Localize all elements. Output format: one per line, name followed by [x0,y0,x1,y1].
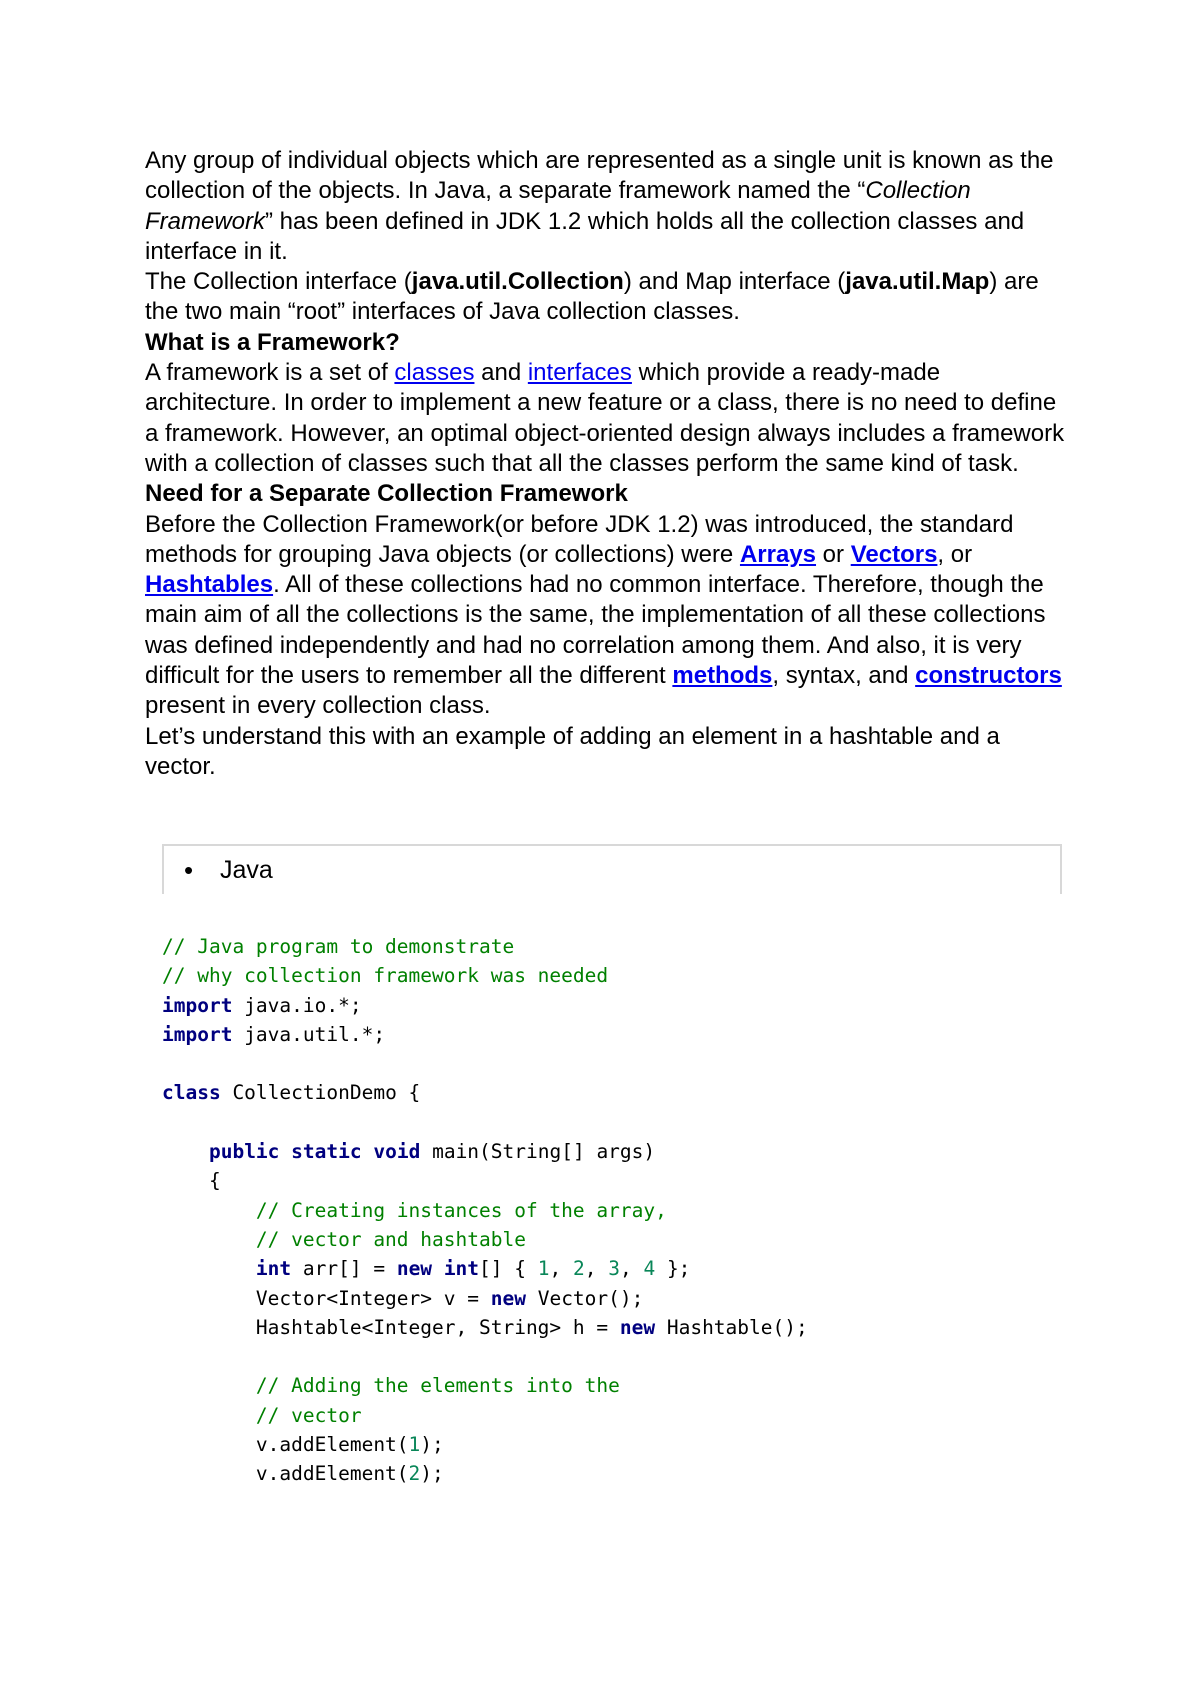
hashtables-link[interactable]: Hashtables [145,571,274,599]
methods-link[interactable]: methods [672,662,773,690]
constructors-link[interactable]: constructors [915,662,1062,690]
intro-paragraph [145,146,1065,267]
framework-paragraph: A framework is a set of classes and interfaces which provide a ready-made architecture. In order to implement a new feature or a class, there is no need to define a framework. However, an optimal object-oriented design always includes a framework with a collection of classes such that all the classes perform the same kind of task. [145,359,1065,477]
root-text-e: ) are the two main “root” interfaces of Java collection classes. [145,268,1039,326]
code-keyword: import [162,993,233,1017]
code-comment: // why collection framework was needed [162,964,609,988]
collection-framework-term: Collection Framework [145,177,971,235]
need-paragraph: Before the Collection Framework(or before JDK 1.2) was introduced, the standard methods for grouping Java objects (or collections) were Arrays or Vectors, or Hashtables. All of these collections had no common interface. Therefore, though the main aim of all the collections is the same, the implementation of all these collections was defined independently and had no correlation among them. And also, it is very difficult for the users to remember all the different methods, syntax, and constructors present in every collection class. [145,510,1062,720]
intro-text: Any group of individual objects which are represented as a single unit is known as the collection of the objects. In Java, a separate framework named the “ [145,147,1054,205]
collection-package-name: java.util.Collection [411,268,624,296]
example-intro-paragraph: Let’s understand this with an example of adding an element in a hashtable and a vector. [145,722,1000,780]
root-interfaces-paragraph [145,267,1065,328]
intro-text-end: ” has been defined in JDK 1.2 which holds all the collection classes and interface in it. [145,207,1025,265]
language-tab-bar [162,844,1062,894]
interfaces-link[interactable]: interfaces [527,359,632,387]
vectors-link[interactable]: Vectors [850,540,938,568]
article-body [145,146,1065,782]
map-package-name: java.util.Map [845,268,990,296]
code-keyword: class [162,1081,221,1105]
need-heading: Need for a Separate Collection Framework [145,480,628,508]
root-text-c: ) and Map interface ( [623,268,846,296]
classes-link[interactable]: classes [394,359,475,387]
root-text-a: The Collection interface ( [145,268,412,296]
bullet-icon: • [184,855,194,885]
tab-java[interactable]: Java [220,856,273,884]
code-block: // Java program to demonstrate // why collection framework was needed import java.io.*; import java.util.*; class CollectionDemo { public static void main(String[] args) { // Creating instances of the array, // vector and hashtable int arr[] = new int[] { 1, 2, 3, 4 }; Vector<Integer> v = new Vector(); Hashtable<Integer, String> h = new Hashtable(); // Adding the elements into the // vector v.addElement(1); v.addElement(2); [162,935,808,1486]
code-comment: // Java program to demonstrate [162,935,515,958]
arrays-link[interactable]: Arrays [739,540,817,568]
code-keyword: import [162,1022,233,1046]
framework-heading: What is a Framework? [145,328,400,356]
